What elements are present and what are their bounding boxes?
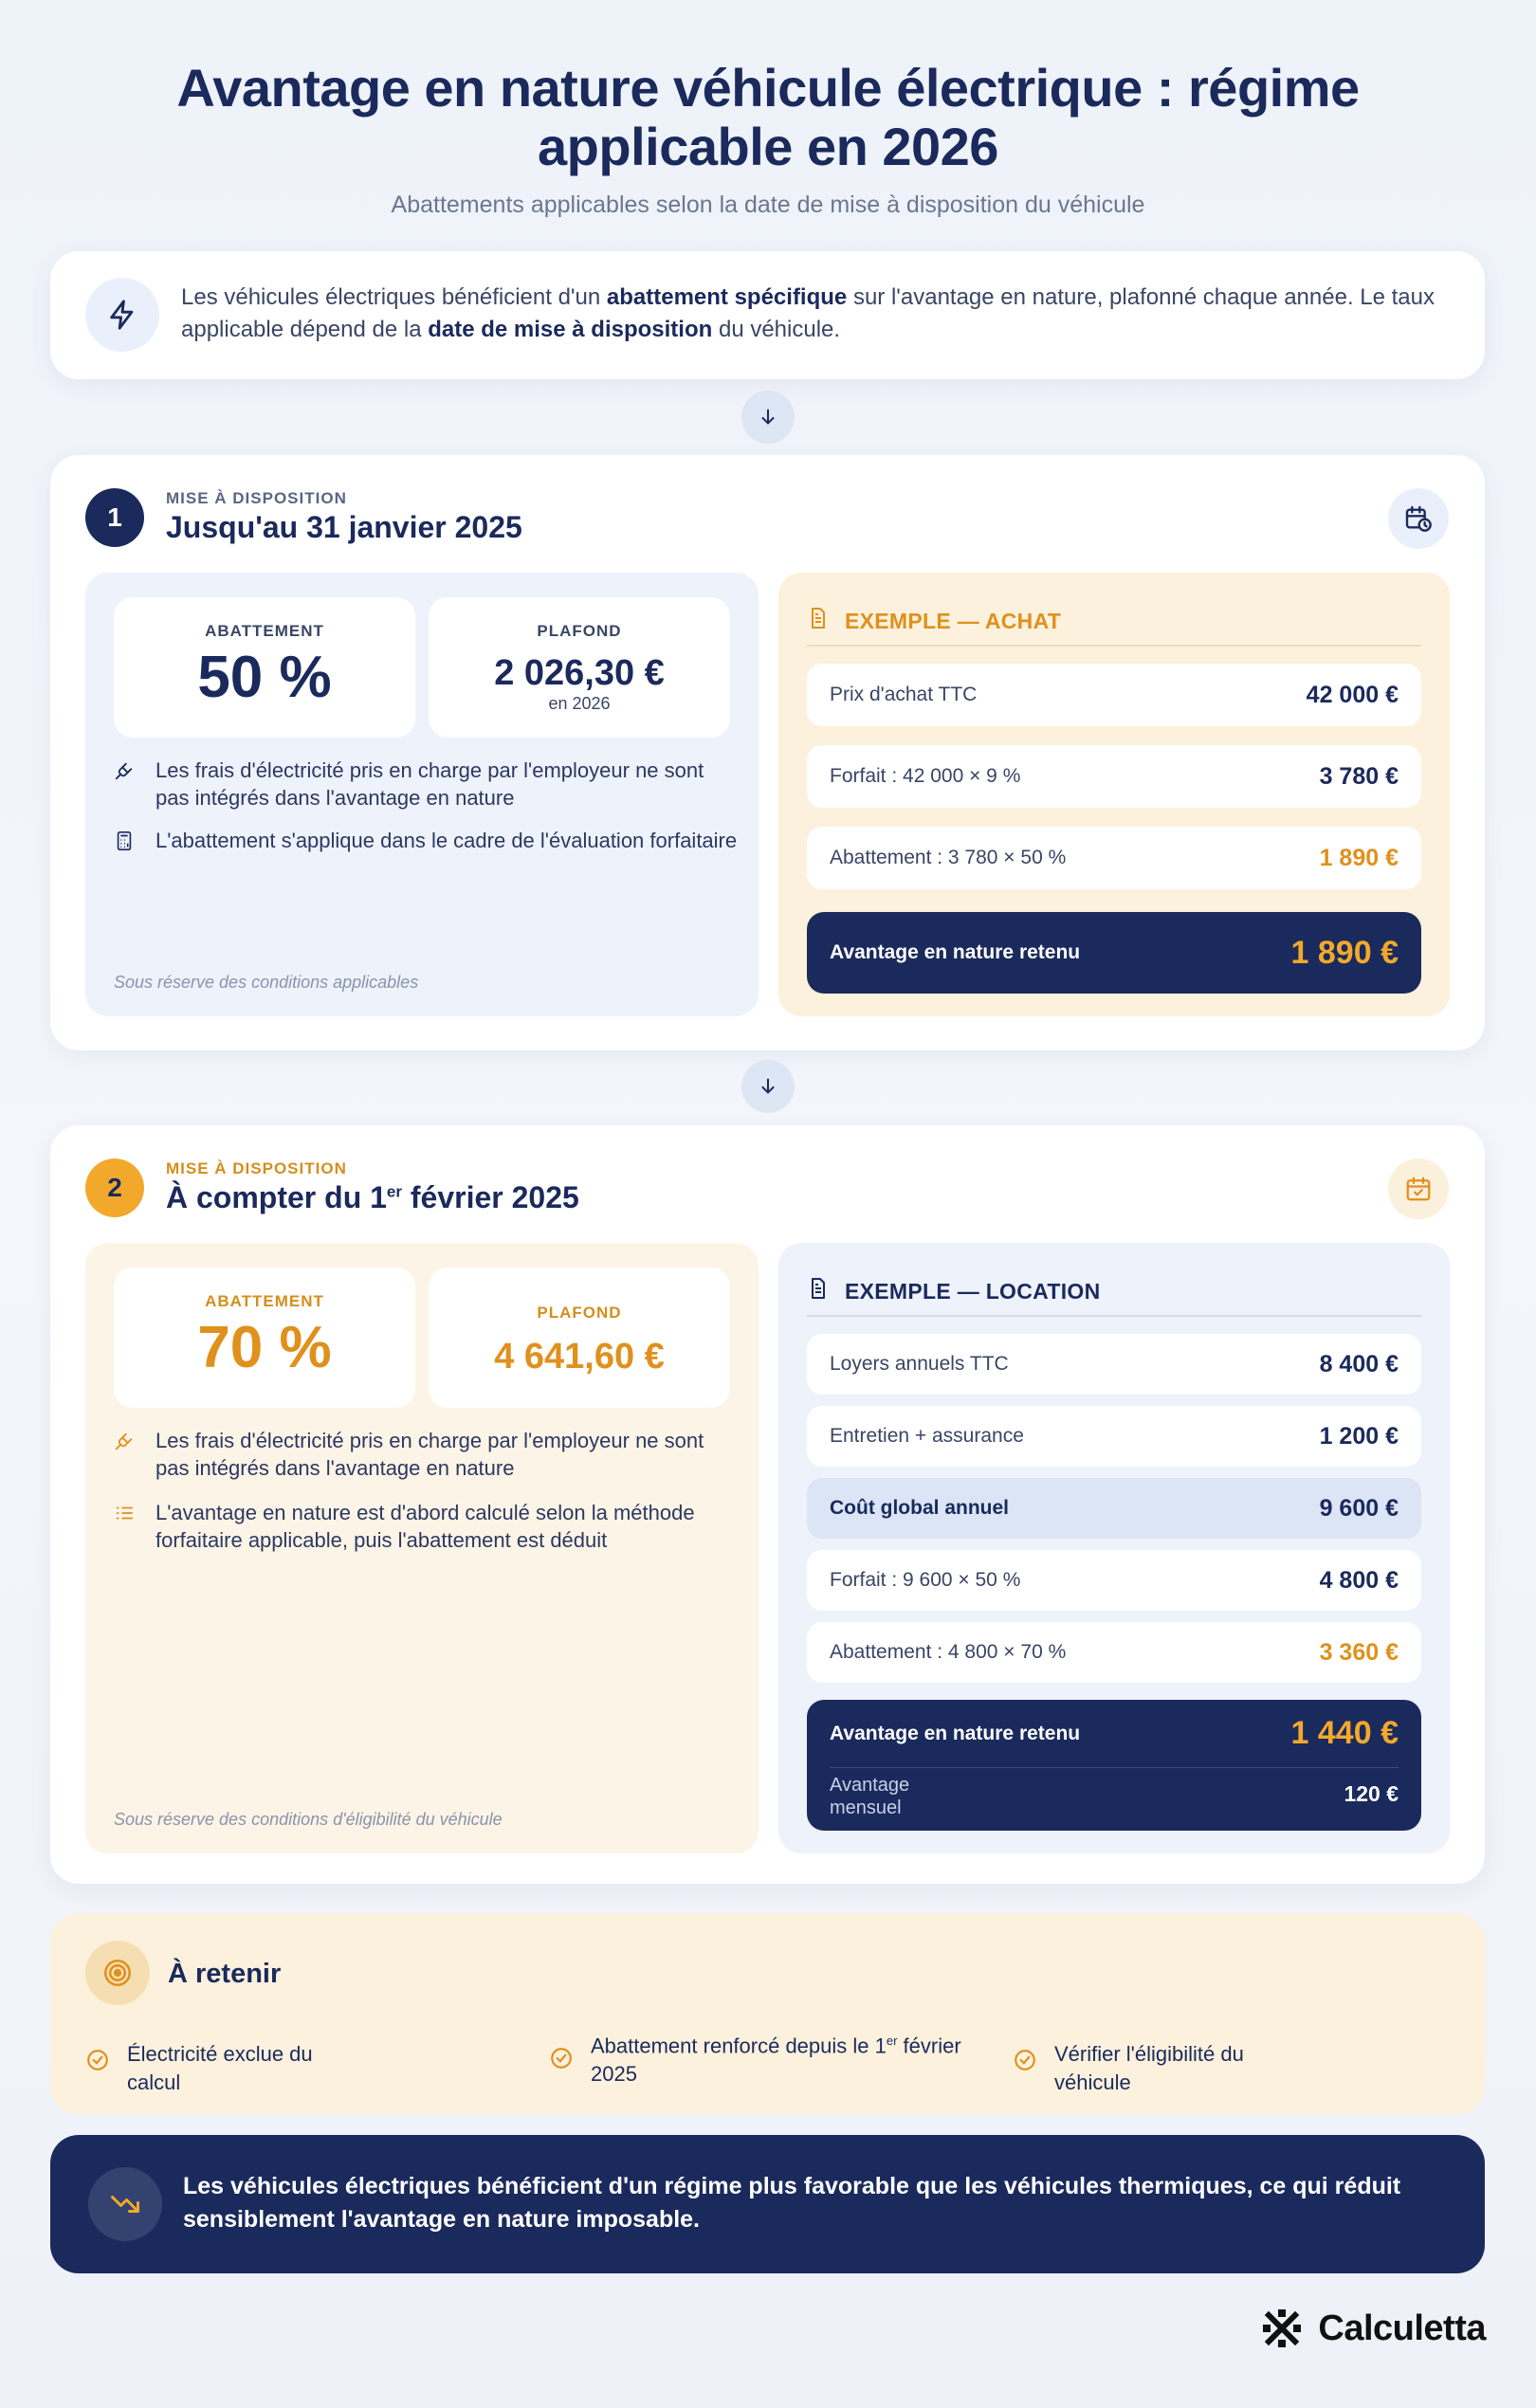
- abattement-value: 70 %: [197, 1315, 332, 1380]
- calculator-icon: [114, 827, 155, 856]
- intro-text: Les véhicules électriques bénéficient d'un abattement spécifique sur l'avantage en nature, plafonné chaque année. Le taux applicable dépend de la date de mise à disposition du véhicule.: [181, 284, 1435, 342]
- example-row: Loyers annuels TTC 8 400 €: [807, 1334, 1421, 1395]
- example-row: Forfait : 42 000 × 9 % 3 780 €: [807, 745, 1421, 808]
- abattement-box: ABATTEMENT 70 %: [114, 1268, 415, 1408]
- example-row: Forfait : 9 600 × 50 % 4 800 €: [807, 1550, 1421, 1611]
- conclusion-banner: [50, 2135, 1485, 2273]
- check-circle-icon: [85, 2040, 127, 2097]
- intro-card: [50, 251, 1485, 379]
- example-result: Avantage en nature retenu 1 440 € Avantage mensuel 120 €: [807, 1700, 1421, 1831]
- calendar-clock-icon: [1388, 488, 1449, 549]
- plug-icon: [114, 1427, 155, 1482]
- abattement-value: 50 %: [197, 645, 332, 710]
- bullet-item: L'avantage en nature est d'abord calculé selon la méthode forfaitaire applicable, puis l'abattement est déduit: [114, 1499, 740, 1554]
- step-kicker: MISE À DISPOSITION: [166, 489, 347, 507]
- brand-name: Calculetta: [1318, 2308, 1486, 2348]
- example-row: Abattement : 4 800 × 70 % 3 360 €: [807, 1622, 1421, 1683]
- arrow-down-icon: [741, 1060, 795, 1113]
- page-title: Avantage en nature véhicule électrique : régime applicable en 2026: [176, 58, 1360, 176]
- takeaway-item: Abattement renforcé depuis le 1er février 2025: [549, 2027, 966, 2089]
- list-icon: [114, 1499, 155, 1554]
- step-number: 1: [85, 488, 144, 547]
- brand-logo: [1259, 2306, 1486, 2351]
- check-circle-icon: [1013, 2040, 1054, 2097]
- plafond-value: 4 641,60 €: [494, 1337, 665, 1377]
- footnote: Sous réserve des conditions applicables: [114, 973, 419, 992]
- example-row: Abattement : 3 780 × 50 % 1 890 €: [807, 827, 1421, 889]
- plafond-value: 2 026,30 €: [494, 653, 665, 693]
- rules-panel: [85, 573, 759, 1016]
- lightning-icon: [85, 278, 159, 352]
- example-header: EXEMPLE — ACHAT: [807, 597, 1421, 647]
- takeaway-item: Vérifier l'éligibilité du véhicule: [1013, 2040, 1430, 2097]
- step-title: À compter du 1er février 2025: [166, 1180, 579, 1214]
- step-number: 2: [85, 1158, 144, 1217]
- abattement-box: ABATTEMENT 50 %: [114, 597, 415, 738]
- example-header: EXEMPLE — LOCATION: [807, 1268, 1421, 1317]
- rules-panel: [85, 1243, 759, 1853]
- plug-icon: [114, 757, 155, 812]
- takeaway-item: Électricité exclue du calcul: [85, 2040, 503, 2097]
- bullet-item: Les frais d'électricité pris en charge par l'employeur ne sont pas intégrés dans l'avantage en nature: [114, 757, 740, 812]
- bullet-item: Les frais d'électricité pris en charge par l'employeur ne sont pas intégrés dans l'avantage en nature: [114, 1427, 740, 1482]
- conclusion-text: Les véhicules électriques bénéficient d'un régime plus favorable que les véhicules thermiques, ce qui réduit sensiblement l'avantage en nature imposable.: [183, 2173, 1401, 2233]
- example-row: Prix d'achat TTC 42 000 €: [807, 664, 1421, 726]
- plafond-box: PLAFOND 2 026,30 € en 2026: [429, 597, 730, 738]
- arrow-down-icon: [741, 391, 795, 444]
- calendar-check-icon: [1388, 1158, 1449, 1219]
- document-icon: [807, 1277, 845, 1305]
- page-subtitle: Abattements applicables selon la date de mise à disposition du véhicule: [391, 192, 1145, 218]
- key-takeaways: [50, 1913, 1485, 2114]
- bullet-item: L'abattement s'applique dans le cadre de l'évaluation forfaitaire: [114, 827, 740, 856]
- check-circle-icon: [549, 2027, 591, 2089]
- section-until-jan-2025: [50, 455, 1485, 1050]
- calculetta-logo-icon: [1259, 2306, 1305, 2351]
- example-rental-panel: [778, 1243, 1450, 1853]
- example-result: Avantage en nature retenu 1 890 €: [807, 912, 1421, 994]
- plafond-box: PLAFOND 4 641,60 €: [429, 1268, 730, 1408]
- trend-down-icon: [88, 2167, 162, 2241]
- document-icon: [807, 607, 845, 635]
- example-row: Coût global annuel 9 600 €: [807, 1478, 1421, 1539]
- section-from-feb-2025: [50, 1125, 1485, 1884]
- target-icon: [85, 1941, 150, 2005]
- example-row: Entretien + assurance 1 200 €: [807, 1406, 1421, 1467]
- example-purchase-panel: [778, 573, 1450, 1016]
- step-kicker: MISE À DISPOSITION: [166, 1159, 347, 1177]
- step-title: Jusqu'au 31 janvier 2025: [166, 510, 522, 544]
- footnote: Sous réserve des conditions d'éligibilité du véhicule: [114, 1810, 503, 1829]
- takeaways-title: À retenir: [168, 1959, 282, 1989]
